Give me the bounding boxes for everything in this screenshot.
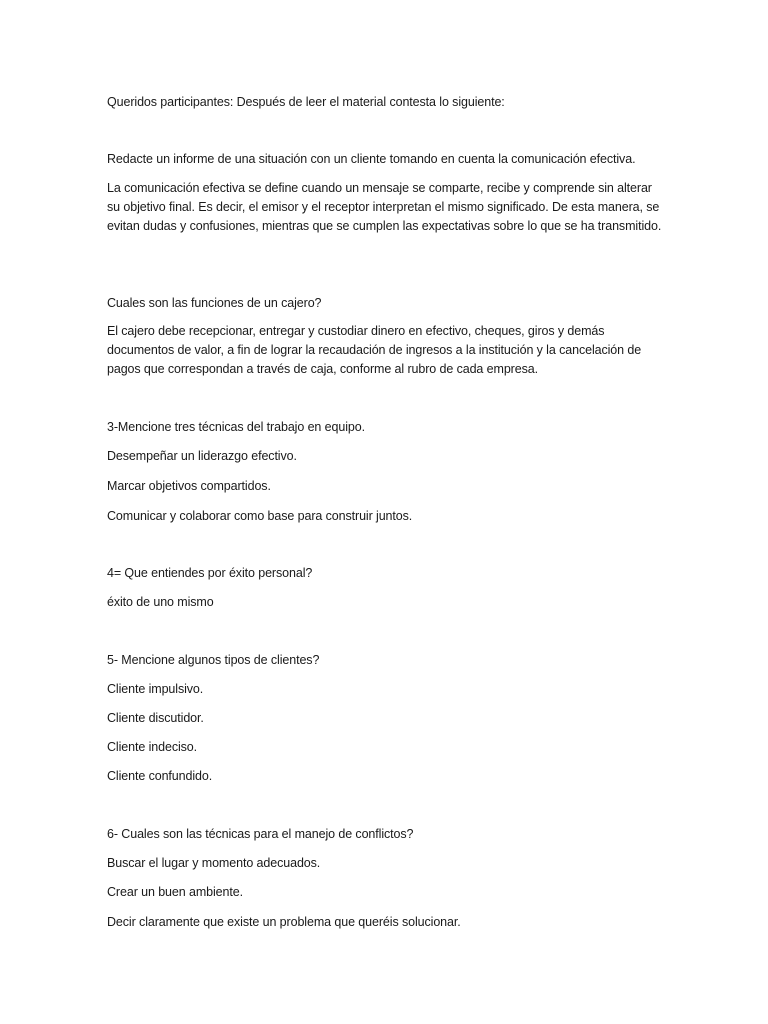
answer-3-item: Comunicar y colaborar como base para construir juntos. — [107, 509, 413, 523]
answer-6-item: Decir claramente que existe un problema que queréis solucionar. — [107, 915, 461, 929]
answer-5-item: Cliente indeciso. — [107, 740, 198, 754]
answer-6-item: Crear un buen ambiente. — [107, 885, 243, 899]
answer-5-item: Cliente impulsivo. — [107, 682, 204, 696]
question-2: Cuales son las funciones de un cajero? — [107, 296, 322, 310]
question-3: 3-Mencione tres técnicas del trabajo en equipo. — [107, 420, 365, 434]
answer-2: El cajero debe recepcionar, entregar y custodiar dinero en efectivo, cheques, giros y demás documentos de valor, a fin de lograr la recaudación de ingresos a la institución y la cancelación de pagos que correspondan a través de caja, conforme al rubro de cada empresa. — [107, 324, 642, 376]
answer-4: éxito de uno mismo — [107, 595, 214, 609]
answer-3-item: Desempeñar un liderazgo efectivo. — [107, 449, 297, 463]
question-6: 6- Cuales son las técnicas para el manejo de conflictos? — [107, 827, 414, 841]
answer-1: La comunicación efectiva se define cuando un mensaje se comparte, recibe y comprende sin alterar su objetivo final. Es decir, el emisor y el receptor interpretan el mismo significado. De esta manera, se evitan dudas y confusiones, mientras que se cumplen las expectativas sobre lo que se ha transmitido. — [107, 181, 662, 233]
answer-3-item: Marcar objetivos compartidos. — [107, 479, 271, 493]
question-4: 4= Que entiendes por éxito personal? — [107, 566, 313, 580]
answer-6-item: Buscar el lugar y momento adecuados. — [107, 856, 321, 870]
intro-text: Queridos participantes: Después de leer el material contesta lo siguiente: — [107, 95, 505, 109]
question-1: Redacte un informe de una situación con un cliente tomando en cuenta la comunicación efectiva. — [107, 152, 636, 166]
question-5: 5- Mencione algunos tipos de clientes? — [107, 653, 320, 667]
answer-5-item: Cliente discutidor. — [107, 711, 204, 725]
answer-5-item: Cliente confundido. — [107, 769, 213, 783]
